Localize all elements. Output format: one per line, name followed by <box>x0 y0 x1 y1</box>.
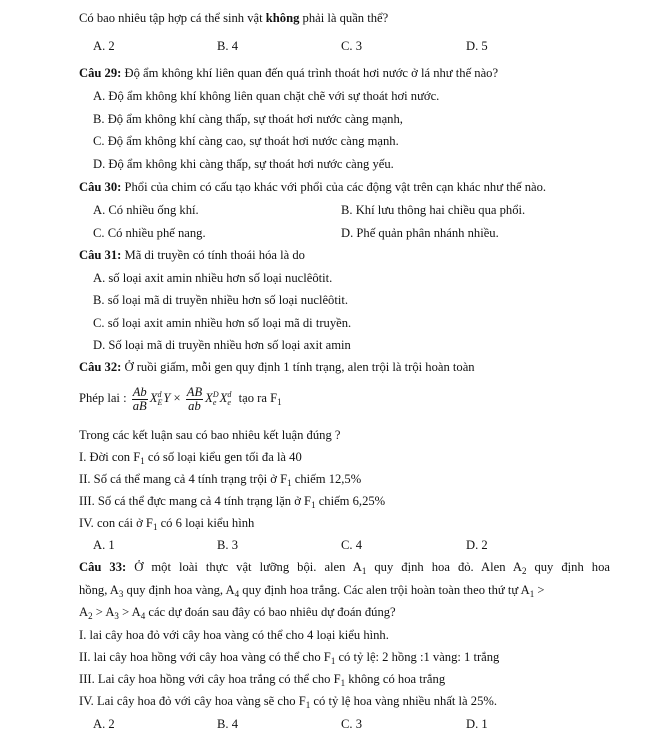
option-c: C. 3 <box>341 39 362 53</box>
option-d: D. Phế quản phân nhánh nhiều. <box>341 226 499 240</box>
option-a: A. số loại axit amin nhiều hơn số loại nuclêôtit. <box>93 271 333 285</box>
statement-intro: Trong các kết luận sau có bao nhiêu kết luận đúng ? <box>79 428 341 442</box>
question-29: Câu 29: Độ ẩm không khí liên quan đến quá trình thoát hơi nước ở lá như thế nào? <box>79 66 499 80</box>
statement-3: III. Lai cây hoa hồng với cây hoa trắng có thể cho $F_1$ không có hoa trắng <box>79 672 446 688</box>
option-d: D. 5 <box>466 39 488 53</box>
statement-2: II. Số cá thể mang cả 4 tính trạng trội ở $F_1$ chiếm 12,5% <box>79 472 362 488</box>
option-d: D. 1 <box>466 717 488 731</box>
option-b: B. 4 <box>217 717 238 731</box>
statement-1: I. Đời con $F_1$ có số loại kiểu gen tối đa là 40 <box>79 450 302 466</box>
question-33-line-3: $A_2 > A_3 > A_4$ các dự đoán sau đây có bao nhiêu dự đoán đúng? <box>79 605 396 621</box>
statement-4: IV. Lai cây hoa đỏ với cây hoa vàng sẽ cho $F_1$ có tỷ lệ hoa vàng nhiều nhất là 25%. <box>79 694 498 710</box>
question-intro: Có bao nhiêu tập hợp cá thể sinh vật không phải là quần thể? <box>79 11 389 25</box>
statement-2: II. lai cây hoa hồng với cây hoa vàng có thể cho $F_1$ có tỷ lệ: 2 hồng :1 vàng: 1 trắng <box>79 650 500 666</box>
option-b: B. Khí lưu thông hai chiều qua phổi. <box>341 203 526 217</box>
option-a: A. Độ ẩm không khí không liên quan chặt chẽ với sự thoát hơi nước. <box>93 89 440 103</box>
question-31: Câu 31: Mã di truyền có tính thoái hóa là do <box>79 248 305 262</box>
question-33: Câu 33: Ở một loài thực vật lưỡng bội. alen $A_1$ quy định hoa đỏ. Alen $A_2$ quy định hoa <box>79 560 610 576</box>
option-b: B. số loại mã di truyền nhiều hơn số loại nuclêôtit. <box>93 293 348 307</box>
option-d: D. Độ ẩm không khi càng thấp, sự thoát hơi nước càng yếu. <box>93 157 394 171</box>
statement-4: IV. con cái ở $F_1$ có 6 loại kiểu hình <box>79 516 255 532</box>
option-c: C. 3 <box>341 717 362 731</box>
question-32: Câu 32: Ở ruồi giấm, mỗi gen quy định 1 tính trạng, alen trội là trội hoàn toàn <box>79 360 475 374</box>
genotype-fraction-1: $\frac{Ab}{aB}$ <box>132 384 147 413</box>
statement-3: III. Số cá thể đực mang cả 4 tính trạng lặn ở $F_1$ chiếm 6,25% <box>79 494 386 510</box>
genotype-fraction-2: $\frac{AB}{ab}$ <box>186 384 203 413</box>
option-c: C. Có nhiều phế nang. <box>93 226 206 240</box>
option-b: B. Độ ẩm không khí càng thấp, sự thoát hơi nước càng mạnh, <box>93 112 403 126</box>
option-a: A. 2 <box>93 39 115 53</box>
option-b: B. 4 <box>217 39 238 53</box>
option-d: D. 2 <box>466 538 488 552</box>
option-b: B. 3 <box>217 538 238 552</box>
option-a: A. 1 <box>93 538 115 552</box>
option-c: C. Độ ẩm không khí càng cao, sự thoát hơi nước càng mạnh. <box>93 134 399 148</box>
option-d: D. Số loại mã di truyền nhiều hơn số loại axit amin <box>93 338 351 352</box>
option-c: C. số loại axit amin nhiều hơn số loại mã di truyền. <box>93 316 352 330</box>
question-33-line-2: hồng, $A_3$ quy định hoa vàng, $A_4$ quy định hoa trắng. Các alen trội hoàn toàn theo thứ tự $A_1$ > <box>79 583 545 599</box>
question-30: Câu 30: Phổi của chim có cấu tạo khác với phổi của các động vật trên cạn khác như thế nào. <box>79 180 547 194</box>
option-c: C. 4 <box>341 538 362 552</box>
statement-1: I. lai cây hoa đỏ với cây hoa vàng có thể cho 4 loại kiểu hình. <box>79 628 389 642</box>
option-a: A. 2 <box>93 717 115 731</box>
option-a: A. Có nhiều ống khí. <box>93 203 199 217</box>
cross-formula: Phép lai : $\frac{Ab}{aB}$ X d E Y × $\frac{AB}{ab}$ X D e X d e tạo ra $F_1$ <box>79 384 282 413</box>
